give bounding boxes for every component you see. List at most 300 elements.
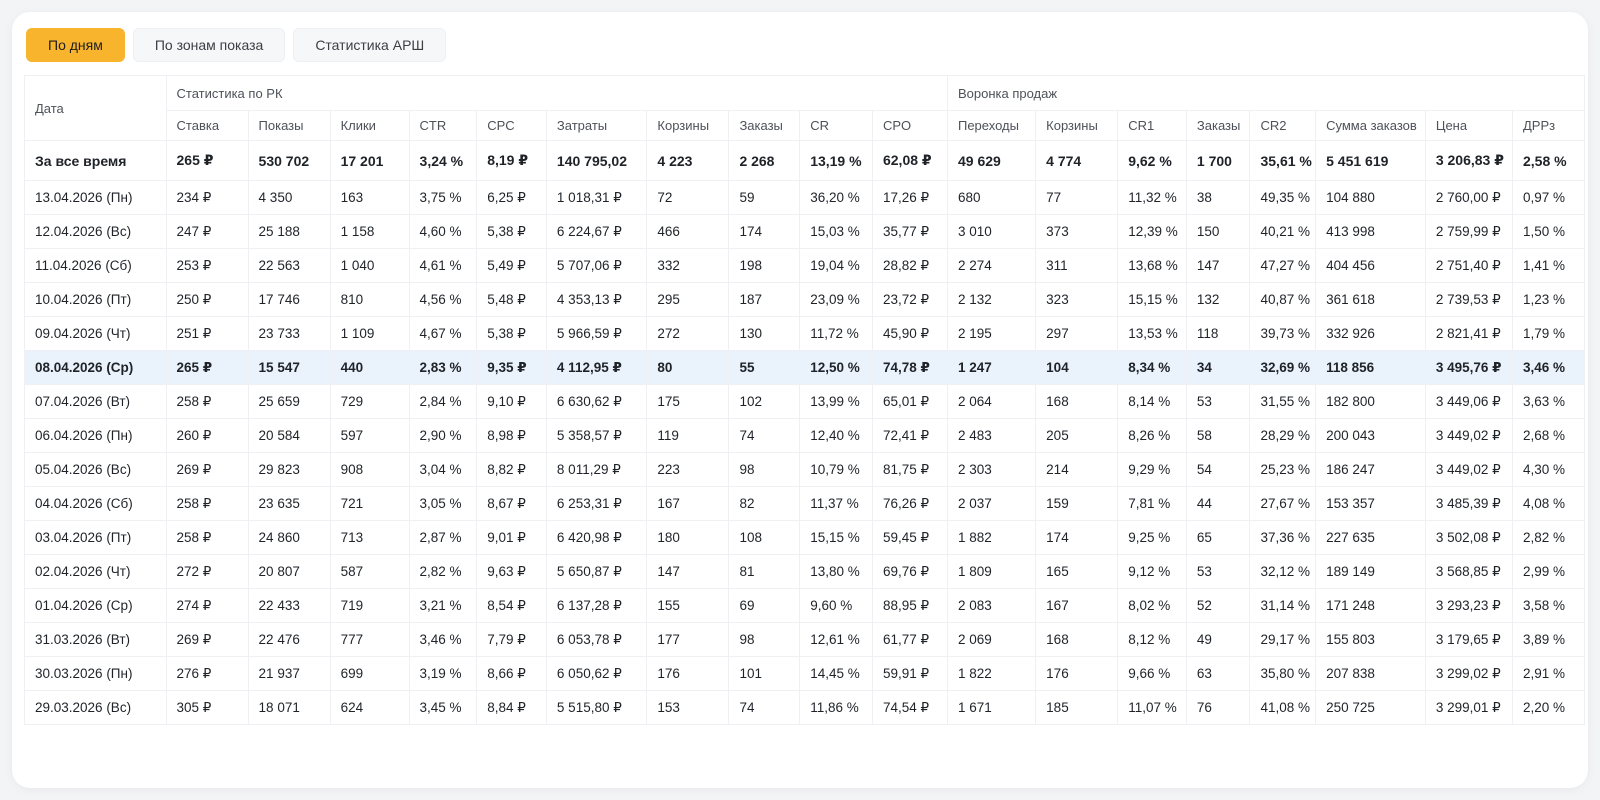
column-header[interactable]: CPO [872,111,947,141]
value-cell: 24 860 [248,521,330,555]
value-cell: 4 112,95 ₽ [546,351,646,385]
total-cell: 265 ₽ [166,141,248,181]
table-row[interactable] [25,249,1585,283]
table-row[interactable] [25,181,1585,215]
value-cell: 36,20 % [800,181,873,215]
value-cell: 332 926 [1316,317,1426,351]
value-cell: 1 018,31 ₽ [546,181,646,215]
value-cell: 2 132 [947,283,1035,317]
value-cell: 1,41 % [1512,249,1584,283]
table-row[interactable] [25,419,1585,453]
value-cell: 3 502,08 ₽ [1425,521,1512,555]
value-cell: 3 179,65 ₽ [1425,623,1512,657]
value-cell: 2 760,00 ₽ [1425,181,1512,215]
value-cell: 153 357 [1316,487,1426,521]
value-cell: 200 043 [1316,419,1426,453]
value-cell: 80 [647,351,729,385]
date-cell: 11.04.2026 (Сб) [25,249,167,283]
table-row[interactable] [25,657,1585,691]
value-cell: 104 880 [1316,181,1426,215]
value-cell: 1 109 [330,317,409,351]
value-cell: 9,66 % [1118,657,1187,691]
value-cell: 2 064 [947,385,1035,419]
total-cell: 9,62 % [1118,141,1187,181]
value-cell: 2 083 [947,589,1035,623]
value-cell: 2 303 [947,453,1035,487]
column-header[interactable]: Цена [1425,111,1512,141]
value-cell: 2,87 % [409,521,477,555]
value-cell: 22 476 [248,623,330,657]
value-cell: 6 253,31 ₽ [546,487,646,521]
value-cell: 167 [647,487,729,521]
date-cell: 08.04.2026 (Ср) [25,351,167,385]
value-cell: 22 433 [248,589,330,623]
value-cell: 77 [1036,181,1118,215]
value-cell: 12,40 % [800,419,873,453]
value-cell: 3 449,02 ₽ [1425,419,1512,453]
value-cell: 72,41 ₽ [872,419,947,453]
value-cell: 176 [1036,657,1118,691]
value-cell: 361 618 [1316,283,1426,317]
value-cell: 155 803 [1316,623,1426,657]
value-cell: 3,58 % [1512,589,1584,623]
value-cell: 8,12 % [1118,623,1187,657]
value-cell: 3 299,01 ₽ [1425,691,1512,725]
value-cell: 4,30 % [1512,453,1584,487]
value-cell: 272 [647,317,729,351]
value-cell: 38 [1186,181,1250,215]
value-cell: 5,48 ₽ [477,283,547,317]
value-cell: 6 053,78 ₽ [546,623,646,657]
total-cell: 1 700 [1186,141,1250,181]
value-cell: 29,17 % [1250,623,1316,657]
value-cell: 180 [647,521,729,555]
value-cell: 1 822 [947,657,1035,691]
value-cell: 3,63 % [1512,385,1584,419]
value-cell: 404 456 [1316,249,1426,283]
value-cell: 8,66 ₽ [477,657,547,691]
value-cell: 597 [330,419,409,453]
column-header[interactable]: ДРРз [1512,111,1584,141]
value-cell: 15,03 % [800,215,873,249]
value-cell: 247 ₽ [166,215,248,249]
value-cell: 272 ₽ [166,555,248,589]
value-cell: 130 [729,317,800,351]
value-cell: 55 [729,351,800,385]
value-cell: 76 [1186,691,1250,725]
total-cell: 5 451 619 [1316,141,1426,181]
value-cell: 2,82 % [1512,521,1584,555]
value-cell: 269 ₽ [166,623,248,657]
value-cell: 9,60 % [800,589,873,623]
value-cell: 69,76 ₽ [872,555,947,589]
table-row[interactable] [25,453,1585,487]
value-cell: 81 [729,555,800,589]
value-cell: 58 [1186,419,1250,453]
value-cell: 167 [1036,589,1118,623]
value-cell: 4,61 % [409,249,477,283]
column-header[interactable]: Клики [330,111,409,141]
total-cell: 3 206,83 ₽ [1425,141,1512,181]
value-cell: 311 [1036,249,1118,283]
value-cell: 65,01 ₽ [872,385,947,419]
value-cell: 5 966,59 ₽ [546,317,646,351]
value-cell: 49 [1186,623,1250,657]
value-cell: 22 563 [248,249,330,283]
value-cell: 59,91 ₽ [872,657,947,691]
total-row [25,141,1585,181]
value-cell: 7,79 ₽ [477,623,547,657]
value-cell: 21 937 [248,657,330,691]
value-cell: 3 495,76 ₽ [1425,351,1512,385]
column-header[interactable]: Заказы [1186,111,1250,141]
table-row[interactable] [25,623,1585,657]
value-cell: 54 [1186,453,1250,487]
value-cell: 8,54 ₽ [477,589,547,623]
table-row[interactable] [25,589,1585,623]
value-cell: 74,78 ₽ [872,351,947,385]
value-cell: 223 [647,453,729,487]
value-cell: 23 635 [248,487,330,521]
value-cell: 29 823 [248,453,330,487]
column-header[interactable]: Корзины [647,111,729,141]
value-cell: 53 [1186,555,1250,589]
value-cell: 74 [729,691,800,725]
value-cell: 587 [330,555,409,589]
value-cell: 205 [1036,419,1118,453]
stats-card [12,12,1588,788]
column-header[interactable]: Показы [248,111,330,141]
total-cell: 4 774 [1036,141,1118,181]
value-cell: 11,07 % [1118,691,1187,725]
value-cell: 174 [729,215,800,249]
value-cell: 265 ₽ [166,351,248,385]
value-cell: 2 195 [947,317,1035,351]
value-cell: 8,14 % [1118,385,1187,419]
total-cell: 35,61 % [1250,141,1316,181]
value-cell: 258 ₽ [166,487,248,521]
value-cell: 45,90 ₽ [872,317,947,351]
stats-table [24,75,1585,725]
value-cell: 118 856 [1316,351,1426,385]
value-cell: 27,67 % [1250,487,1316,521]
value-cell: 168 [1036,623,1118,657]
value-cell: 11,86 % [800,691,873,725]
column-header[interactable]: CR2 [1250,111,1316,141]
value-cell: 32,12 % [1250,555,1316,589]
value-cell: 3,75 % [409,181,477,215]
value-cell: 2 821,41 ₽ [1425,317,1512,351]
value-cell: 3,19 % [409,657,477,691]
tab-by-days[interactable]: По дням [26,28,125,62]
value-cell: 777 [330,623,409,657]
value-cell: 6 224,67 ₽ [546,215,646,249]
value-cell: 5 515,80 ₽ [546,691,646,725]
value-cell: 908 [330,453,409,487]
column-header[interactable]: CTR [409,111,477,141]
value-cell: 2 751,40 ₽ [1425,249,1512,283]
value-cell: 721 [330,487,409,521]
value-cell: 5 358,57 ₽ [546,419,646,453]
value-cell: 147 [647,555,729,589]
value-cell: 305 ₽ [166,691,248,725]
value-cell: 295 [647,283,729,317]
value-cell: 207 838 [1316,657,1426,691]
total-cell: 530 702 [248,141,330,181]
value-cell: 40,87 % [1250,283,1316,317]
table-row[interactable] [25,555,1585,589]
value-cell: 37,36 % [1250,521,1316,555]
value-cell: 8,02 % [1118,589,1187,623]
value-cell: 276 ₽ [166,657,248,691]
value-cell: 23,72 ₽ [872,283,947,317]
value-cell: 159 [1036,487,1118,521]
value-cell: 258 ₽ [166,385,248,419]
value-cell: 13,99 % [800,385,873,419]
value-cell: 2 037 [947,487,1035,521]
value-cell: 440 [330,351,409,385]
value-cell: 28,29 % [1250,419,1316,453]
value-cell: 40,21 % [1250,215,1316,249]
value-cell: 332 [647,249,729,283]
value-cell: 6,25 ₽ [477,181,547,215]
value-cell: 12,39 % [1118,215,1187,249]
column-header[interactable]: Переходы [947,111,1035,141]
value-cell: 25 659 [248,385,330,419]
value-cell: 3 010 [947,215,1035,249]
value-cell: 713 [330,521,409,555]
value-cell: 5,38 ₽ [477,215,547,249]
value-cell: 253 ₽ [166,249,248,283]
value-cell: 9,25 % [1118,521,1187,555]
value-cell: 6 137,28 ₽ [546,589,646,623]
table-row[interactable] [25,691,1585,725]
value-cell: 2 759,99 ₽ [1425,215,1512,249]
value-cell: 6 630,62 ₽ [546,385,646,419]
value-cell: 39,73 % [1250,317,1316,351]
value-cell: 165 [1036,555,1118,589]
value-cell: 49,35 % [1250,181,1316,215]
table-row[interactable] [25,283,1585,317]
value-cell: 20 584 [248,419,330,453]
table-row[interactable] [25,351,1585,385]
value-cell: 2 069 [947,623,1035,657]
value-cell: 74,54 ₽ [872,691,947,725]
value-cell: 17,26 ₽ [872,181,947,215]
value-cell: 163 [330,181,409,215]
value-cell: 186 247 [1316,453,1426,487]
date-cell: 06.04.2026 (Пн) [25,419,167,453]
value-cell: 25 188 [248,215,330,249]
date-column-header[interactable]: Дата [25,76,167,141]
total-cell: 13,19 % [800,141,873,181]
value-cell: 17 746 [248,283,330,317]
value-cell: 413 998 [1316,215,1426,249]
tab-by-zones[interactable]: По зонам показа [133,28,285,62]
value-cell: 699 [330,657,409,691]
value-cell: 4,60 % [409,215,477,249]
value-cell: 6 050,62 ₽ [546,657,646,691]
value-cell: 81,75 ₽ [872,453,947,487]
value-cell: 729 [330,385,409,419]
value-cell: 15,15 % [800,521,873,555]
value-cell: 234 ₽ [166,181,248,215]
table-row[interactable] [25,317,1585,351]
value-cell: 171 248 [1316,589,1426,623]
value-cell: 13,53 % [1118,317,1187,351]
rk-group-header: Статистика по РК [166,76,947,111]
column-header[interactable]: CPC [477,111,547,141]
value-cell: 35,80 % [1250,657,1316,691]
value-cell: 9,10 ₽ [477,385,547,419]
funnel-group-header: Воронка продаж [947,76,1584,111]
value-cell: 177 [647,623,729,657]
value-cell: 3 299,02 ₽ [1425,657,1512,691]
date-cell: 05.04.2026 (Вс) [25,453,167,487]
value-cell: 19,04 % [800,249,873,283]
table-row[interactable] [25,521,1585,555]
value-cell: 3 485,39 ₽ [1425,487,1512,521]
value-cell: 1 809 [947,555,1035,589]
value-cell: 108 [729,521,800,555]
value-cell: 1,50 % [1512,215,1584,249]
group-header-row [25,76,1585,111]
value-cell: 624 [330,691,409,725]
value-cell: 9,35 ₽ [477,351,547,385]
column-header[interactable]: Заказы [729,111,800,141]
date-cell: 01.04.2026 (Ср) [25,589,167,623]
value-cell: 104 [1036,351,1118,385]
table-row[interactable] [25,215,1585,249]
value-cell: 11,32 % [1118,181,1187,215]
date-cell: 04.04.2026 (Сб) [25,487,167,521]
value-cell: 5,38 ₽ [477,317,547,351]
value-cell: 76,26 ₽ [872,487,947,521]
value-cell: 3,04 % [409,453,477,487]
date-cell: 12.04.2026 (Вс) [25,215,167,249]
value-cell: 34 [1186,351,1250,385]
value-cell: 11,72 % [800,317,873,351]
value-cell: 69 [729,589,800,623]
value-cell: 4,56 % [409,283,477,317]
value-cell: 198 [729,249,800,283]
column-header[interactable]: Сумма заказов [1316,111,1426,141]
date-cell: 02.04.2026 (Чт) [25,555,167,589]
value-cell: 150 [1186,215,1250,249]
value-cell: 82 [729,487,800,521]
value-cell: 59 [729,181,800,215]
value-cell: 25,23 % [1250,453,1316,487]
value-cell: 1 158 [330,215,409,249]
value-cell: 9,01 ₽ [477,521,547,555]
total-cell: 2,58 % [1512,141,1584,181]
value-cell: 14,45 % [800,657,873,691]
value-cell: 28,82 ₽ [872,249,947,283]
column-header[interactable]: CR [800,111,873,141]
value-cell: 5 707,06 ₽ [546,249,646,283]
total-cell: 8,19 ₽ [477,141,547,181]
value-cell: 65 [1186,521,1250,555]
value-cell: 147 [1186,249,1250,283]
value-cell: 182 800 [1316,385,1426,419]
value-cell: 3 449,02 ₽ [1425,453,1512,487]
value-cell: 2,84 % [409,385,477,419]
value-cell: 153 [647,691,729,725]
value-cell: 6 420,98 ₽ [546,521,646,555]
value-cell: 174 [1036,521,1118,555]
value-cell: 5,49 ₽ [477,249,547,283]
value-cell: 4,08 % [1512,487,1584,521]
value-cell: 32,69 % [1250,351,1316,385]
value-cell: 323 [1036,283,1118,317]
value-cell: 12,50 % [800,351,873,385]
value-cell: 11,37 % [800,487,873,521]
value-cell: 810 [330,283,409,317]
column-header[interactable]: CR1 [1118,111,1187,141]
value-cell: 53 [1186,385,1250,419]
stats-table-body [25,141,1585,725]
total-cell: 49 629 [947,141,1035,181]
value-cell: 0,97 % [1512,181,1584,215]
date-cell: 13.04.2026 (Пн) [25,181,167,215]
value-cell: 258 ₽ [166,521,248,555]
value-cell: 31,14 % [1250,589,1316,623]
value-cell: 3,89 % [1512,623,1584,657]
value-cell: 9,29 % [1118,453,1187,487]
value-cell: 2 274 [947,249,1035,283]
value-cell: 8,82 ₽ [477,453,547,487]
column-header[interactable]: Ставка [166,111,248,141]
value-cell: 1,79 % [1512,317,1584,351]
date-cell: 10.04.2026 (Пт) [25,283,167,317]
value-cell: 176 [647,657,729,691]
table-row[interactable] [25,487,1585,521]
column-header[interactable]: Затраты [546,111,646,141]
value-cell: 2,20 % [1512,691,1584,725]
value-cell: 132 [1186,283,1250,317]
value-cell: 4 353,13 ₽ [546,283,646,317]
value-cell: 8 011,29 ₽ [546,453,646,487]
value-cell: 1 671 [947,691,1035,725]
total-cell: 140 795,02 [546,141,646,181]
column-header[interactable]: Корзины [1036,111,1118,141]
value-cell: 250 725 [1316,691,1426,725]
value-cell: 185 [1036,691,1118,725]
value-cell: 3,21 % [409,589,477,623]
value-cell: 4 350 [248,181,330,215]
value-cell: 3,05 % [409,487,477,521]
value-cell: 13,80 % [800,555,873,589]
view-tabs [26,28,446,62]
value-cell: 41,08 % [1250,691,1316,725]
value-cell: 2,99 % [1512,555,1584,589]
value-cell: 719 [330,589,409,623]
date-cell: 30.03.2026 (Пн) [25,657,167,691]
table-row[interactable] [25,385,1585,419]
value-cell: 72 [647,181,729,215]
value-cell: 8,34 % [1118,351,1187,385]
value-cell: 52 [1186,589,1250,623]
value-cell: 189 149 [1316,555,1426,589]
value-cell: 44 [1186,487,1250,521]
tab-arsh-stats[interactable]: Статистика АРШ [293,28,446,62]
value-cell: 2,82 % [409,555,477,589]
value-cell: 98 [729,623,800,657]
value-cell: 10,79 % [800,453,873,487]
value-cell: 3 293,23 ₽ [1425,589,1512,623]
value-cell: 3 449,06 ₽ [1425,385,1512,419]
value-cell: 274 ₽ [166,589,248,623]
